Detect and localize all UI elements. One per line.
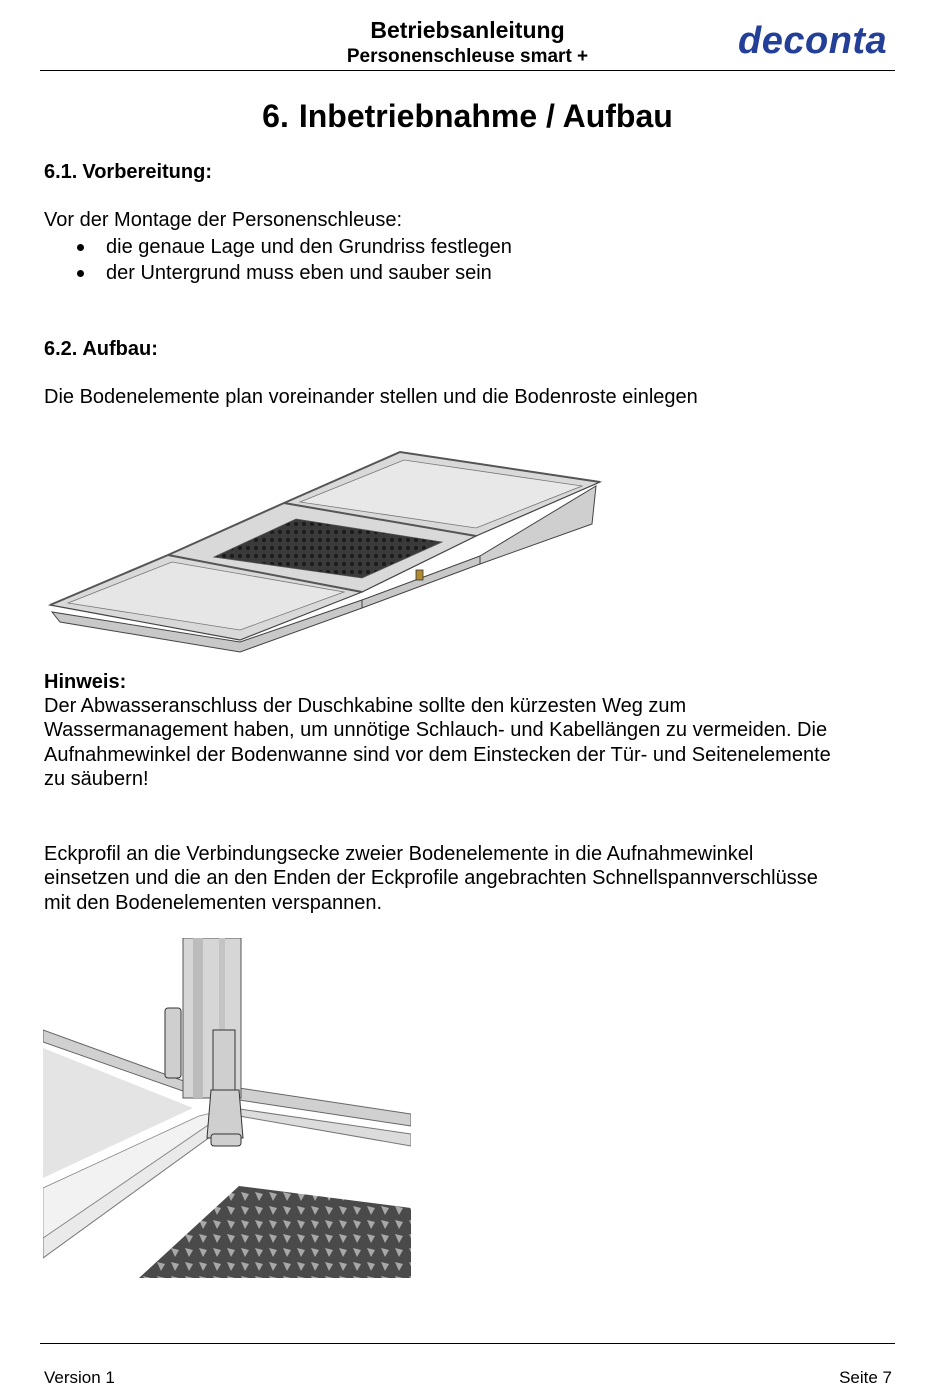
- note-label: Hinweis:: [44, 671, 127, 693]
- preparation-intro: Vor der Montage der Personenschleuse:: [44, 209, 402, 231]
- paragraph-line: mit den Bodenelementen verspannen.: [44, 892, 383, 914]
- document-subtitle: Personenschleuse smart +: [346, 46, 589, 67]
- page-number: Seite 7: [839, 1368, 892, 1387]
- preparation-list: [44, 234, 512, 286]
- section-heading-vorbereitung: [44, 160, 212, 184]
- list-item: [44, 234, 512, 260]
- paragraph-line: Eckprofil an die Verbindungsecke zweier Bodenelemente in die Aufnahmewinkel: [44, 843, 754, 865]
- bullet-icon: [77, 244, 84, 251]
- note-line: Wassermanagement haben, um unnötige Schlauch- und Kabellängen zu vermeiden. Die: [44, 719, 828, 741]
- version-label: Version 1: [44, 1368, 115, 1387]
- header-divider: [40, 70, 895, 71]
- section-title: Vorbereitung:: [82, 161, 212, 183]
- chapter-title: Inbetriebnahme / Aufbau: [298, 98, 673, 134]
- corner-profile-clamp-illustration: [43, 938, 411, 1278]
- note-line: Aufnahmewinkel der Bodenwanne sind vor dem Einstecken der Tür- und Seitenelemente: [44, 744, 831, 766]
- note-line: Der Abwasseranschluss der Duschkabine sollte den kürzesten Weg zum: [44, 695, 687, 717]
- section-number: 6.1.: [44, 161, 78, 183]
- list-item-text: der Untergrund muss eben und sauber sein: [106, 262, 492, 284]
- section-heading-aufbau: [44, 337, 158, 361]
- list-item-text: die genaue Lage und den Grundriss festlegen: [106, 236, 512, 258]
- bullet-icon: [77, 270, 84, 277]
- document-title: Betriebsanleitung: [370, 17, 565, 43]
- paragraph-line: einsetzen und die an den Enden der Eckprofile angebrachten Schnellspannverschlüsse: [44, 867, 818, 889]
- chapter-number: 6.: [262, 98, 289, 134]
- assembly-instruction: Die Bodenelemente plan voreinander stellen und die Bodenroste einlegen: [44, 386, 698, 408]
- note-line: zu säubern!: [44, 768, 149, 790]
- section-title: Aufbau:: [82, 338, 158, 360]
- floor-elements-illustration: [44, 440, 604, 665]
- deconta-logo: deconta: [738, 20, 888, 62]
- chapter-heading: [0, 96, 935, 136]
- footer-divider: [40, 1343, 895, 1344]
- section-number: 6.2.: [44, 338, 78, 360]
- list-item: [44, 260, 512, 286]
